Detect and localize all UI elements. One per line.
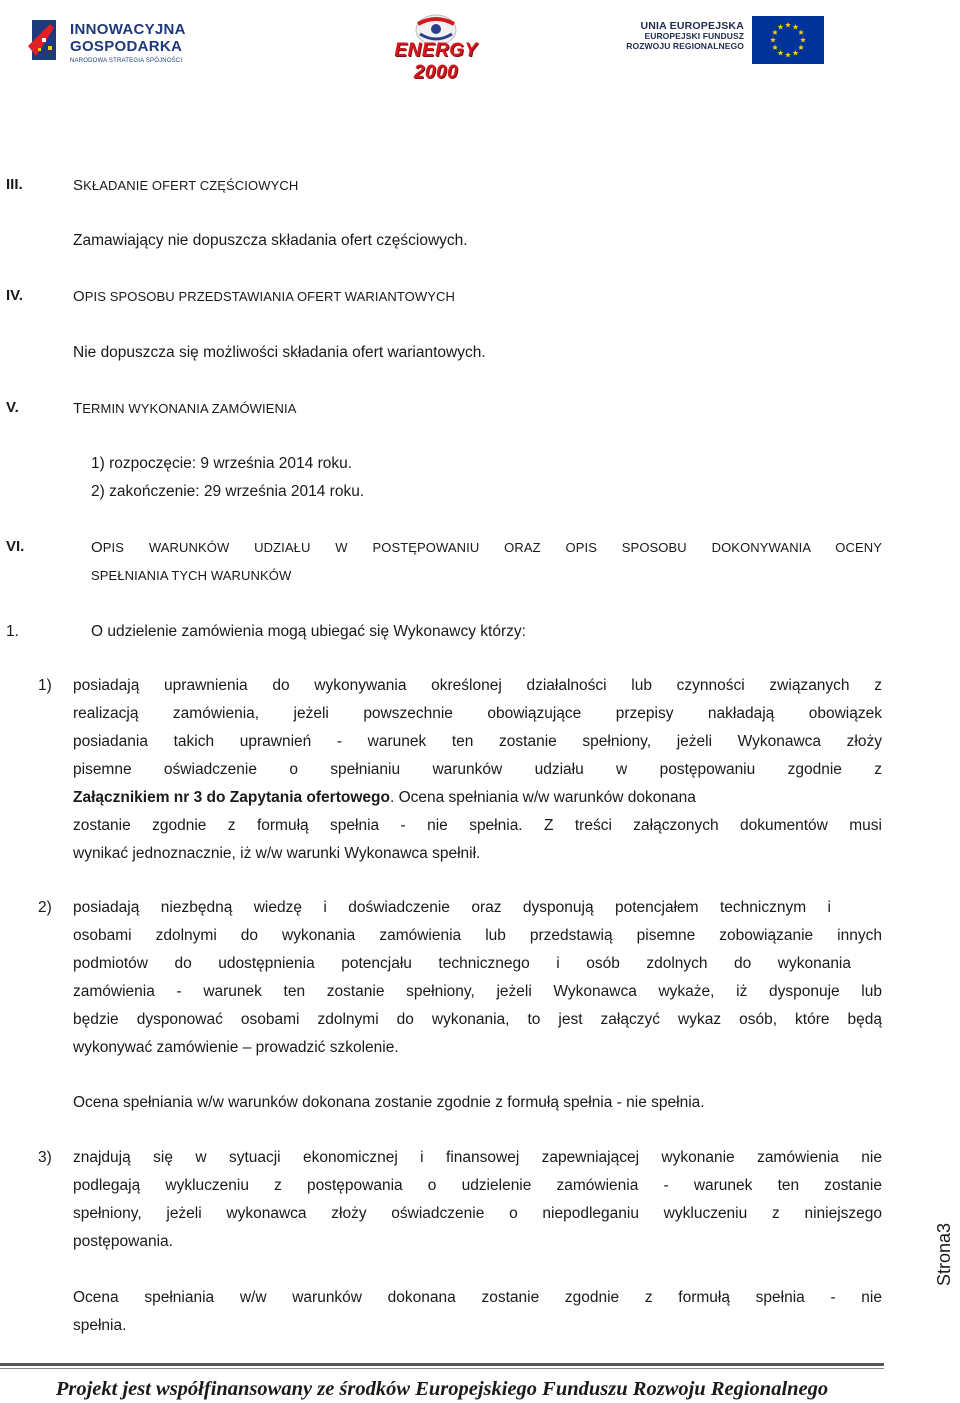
- condition-1-assessment-start: . Ocena spełniania w/w warunków dokonana: [389, 789, 696, 806]
- section-6-title-line2: SPEŁNIANIA TYCH WARUNKÓW: [91, 568, 292, 583]
- condition-1-line: wynikać jednoznacznie, iż w/w warunki Wykonawca spełnił.: [73, 845, 481, 862]
- condition-2-number: 2): [38, 899, 52, 916]
- eu-fund-logo: [622, 14, 828, 66]
- footer-rule-thin: [0, 1368, 884, 1369]
- logo-right-line2: EUROPEJSKI FUNDUSZ: [644, 31, 744, 42]
- condition-2-assessment: Ocena spełniania w/w warunków dokonana zostanie zgodnie z formułą spełnia - nie spełnia.: [73, 1094, 705, 1111]
- section-4-title-cap: O: [73, 288, 85, 305]
- point-1-number: 1.: [6, 623, 19, 640]
- section-4-number: IV.: [6, 287, 23, 304]
- condition-3-number: 3): [38, 1149, 52, 1166]
- term-start: 1) rozpoczęcie: 9 września 2014 roku.: [91, 455, 353, 472]
- condition-1-line: zostanie zgodnie z formułą spełnia - nie spełnia. Z treści załączonych dokumentów musi: [73, 817, 882, 834]
- condition-3-line: znajdują się w sytuacji ekonomicznej i finansowej zapewniającej wykonanie zamówienia nie: [73, 1149, 882, 1166]
- condition-1-line-attachment: [73, 784, 882, 812]
- section-3-title: [73, 177, 298, 194]
- condition-1-line: realizacją zamówienia, jeżeli powszechnie obowiązujące przepisy nakładają obowiązek: [73, 705, 882, 722]
- condition-1-line: posiadają uprawnienia do wykonywania określonej działalności lub czynności związanych z: [73, 677, 882, 694]
- condition-1-number: 1): [38, 677, 52, 694]
- condition-3-line: spełniony, jeżeli wykonawca złoży oświadczenie o niepodleganiu wykluczeniu z niniejszego: [73, 1205, 882, 1222]
- section-4-title: [73, 288, 455, 305]
- condition-2-line: podmiotów do udostępnienia potencjału technicznego i osób zdolnych do wykonania: [73, 955, 851, 972]
- energy-2000-logo: [378, 10, 494, 83]
- condition-2-line: zamówienia - warunek ten zostanie spełniony, jeżeli Wykonawca wykaże, iż dysponuje lub: [73, 983, 882, 1000]
- condition-2-line: wykonywać zamówienie – prowadzić szkolenie.: [73, 1039, 399, 1056]
- section-4-title-rest: PIS SPOSOBU PRZEDSTAWIANIA OFERT WARIANTOWYCH: [84, 289, 456, 304]
- condition-3-line: podlegają wykluczeniu z postępowania o udzielenie zamówienia - warunek ten zostanie: [73, 1177, 882, 1194]
- logo-right-line3: ROZWOJU REGIONALNEGO: [626, 40, 744, 51]
- term-end: 2) zakończenie: 29 września 2014 roku.: [91, 483, 365, 500]
- logo-left-line3: NARODOWA STRATEGIA SPÓJNOŚCI: [70, 58, 183, 64]
- condition-2-line: posiadają niezbędną wiedzę i doświadczenie oraz dysponują potencjałem technicznym i: [73, 899, 831, 916]
- section-3-title-rest: KŁADANIE OFERT CZĘŚCIOWYCH: [83, 178, 299, 193]
- section-6-title-line1: [91, 539, 882, 556]
- condition-3-assessment-line2: spełnia.: [73, 1317, 127, 1334]
- section-4-body: Nie dopuszcza się możliwości składania ofert wariantowych.: [73, 344, 486, 361]
- condition-2-line: osobami zdolnymi do wykonania zamówienia lub przedstawią pisemne zobowiązanie innych: [73, 927, 882, 944]
- page-number-label: Strona3: [934, 1222, 954, 1286]
- condition-1-line: pisemne oświadczenie o spełnianiu warunków udziału w postępowaniu zgodnie z: [73, 761, 882, 778]
- section-6-title-cap: O: [91, 539, 103, 556]
- condition-3-assessment-line1: Ocena spełniania w/w warunków dokonana zostanie zgodnie z formułą spełnia - nie: [73, 1289, 882, 1306]
- point-1-text: O udzielenie zamówienia mogą ubiegać się Wykonawcy którzy:: [91, 623, 526, 640]
- innowacyjna-gospodarka-mark-icon: [28, 16, 64, 64]
- section-6-title-rest: PIS WARUNKÓW UDZIAŁU W POSTĘPOWANIU ORAZ OPIS SPOSOBU DOKONYWANIA OCENY: [102, 540, 882, 555]
- energy-wordmark: ENERGY 2000: [394, 40, 478, 83]
- footer-cofinancing-note: Projekt jest współfinansowany ze środków Europejskiego Funduszu Rozwoju Regionalnego: [55, 1378, 829, 1400]
- innowacyjna-gospodarka-logo: [28, 12, 188, 68]
- condition-1-line: posiadania takich uprawnień - warunek ten zostanie spełniony, jeżeli Wykonawca złoży: [73, 733, 882, 750]
- logo-right-line1: UNIA EUROPEJSKA: [640, 20, 744, 32]
- section-3-number: III.: [6, 176, 23, 193]
- section-5-number: V.: [6, 399, 19, 416]
- logo-left-line2: GOSPODARKA: [70, 38, 183, 55]
- condition-2-line: będzie dysponować osobami zdolnymi do wykonania, to jest załączyć wykaz osób, które będą: [73, 1011, 882, 1028]
- condition-3-line: postępowania.: [73, 1233, 173, 1250]
- footer-rule-thick: [0, 1363, 884, 1366]
- eu-flag-icon: [752, 16, 824, 64]
- section-5-title-rest: ERMIN WYKONANIA ZAMÓWIENIA: [82, 401, 297, 416]
- section-6-number: VI.: [6, 538, 25, 555]
- section-5-title: [73, 400, 297, 417]
- section-3-title-cap: S: [73, 177, 84, 194]
- section-3-body: Zamawiający nie dopuszcza składania ofert częściowych.: [73, 232, 468, 249]
- attachment-3-reference: Załącznikiem nr 3 do Zapytania ofertowego: [73, 789, 390, 806]
- section-5-title-cap: T: [73, 400, 83, 417]
- logo-left-line1: INNOWACYJNA: [70, 21, 186, 38]
